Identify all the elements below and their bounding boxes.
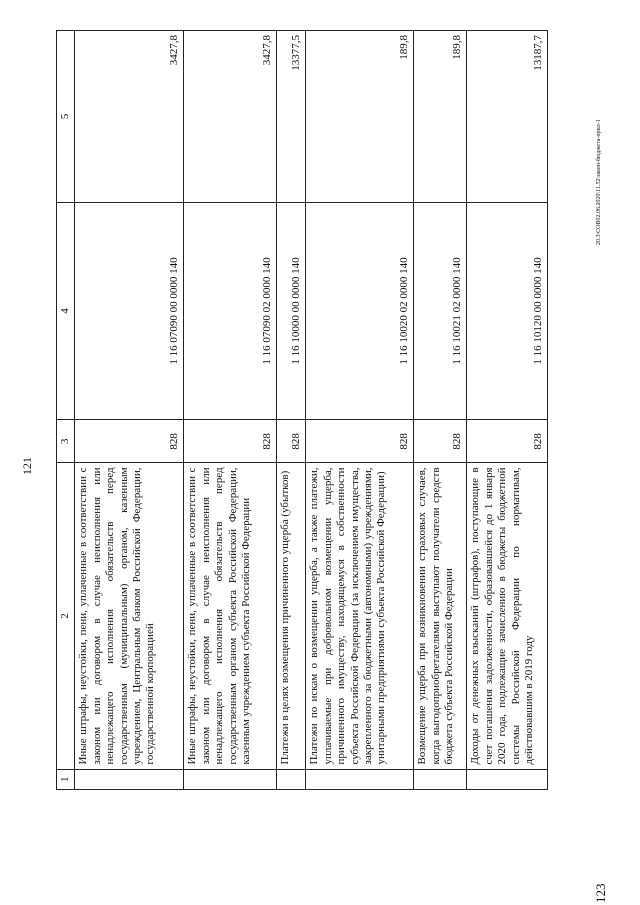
row-classification-code: 1 16 10120 00 0000 140 — [467, 202, 548, 419]
page-number-margin: 123 — [593, 883, 608, 903]
table-row — [184, 31, 277, 790]
table-row — [277, 31, 306, 790]
row-description: Иные штрафы, неустойки, пени, уплаченные в соответствии с законом или договором в случае неисполнения или ненадлежащего исполнения обязательств перед государственным (муниципальным) органом, казенным учреждением, Центральным банком Российской Федерации, государственной корпорацией — [75, 463, 184, 769]
row-classification-code: 1 16 10020 02 0000 140 — [306, 202, 414, 419]
row-index — [414, 769, 467, 789]
row-index — [184, 769, 277, 789]
row-description: Доходы от денежных взысканий (штрафов), поступающие в счет погашения задолженности, образовавшейся до 1 января 2020 года, подлежащие зачислению в бюджеты бюджетной системы Российской Федерации по нормативам, действовавшим в 2019 году — [467, 463, 548, 769]
row-admin-code: 828 — [467, 420, 548, 463]
row-index — [306, 769, 414, 789]
row-description: Платежи в целях возмещения причиненного ущерба (убытков) — [277, 463, 306, 769]
row-amount: 13187,7 — [467, 31, 548, 203]
page-number-top: 121 — [20, 457, 34, 475]
row-amount: 189,8 — [306, 31, 414, 203]
revenue-table — [56, 30, 548, 790]
row-amount: 13377,5 — [277, 31, 306, 203]
row-admin-code: 828 — [306, 420, 414, 463]
table-row — [306, 31, 414, 790]
row-admin-code: 828 — [414, 420, 467, 463]
table-header-row — [57, 31, 75, 790]
row-classification-code: 1 16 07090 00 0000 140 — [75, 202, 184, 419]
row-admin-code: 828 — [184, 420, 277, 463]
table-row — [75, 31, 184, 790]
row-index — [75, 769, 184, 789]
header-col-4: 4 — [57, 202, 75, 419]
row-description: Возмещение ущерба при возникновении страховых случаев, когда выгодоприобретателями выступают получатели средств бюджета субъекта Российской Федерации — [414, 463, 467, 769]
header-col-1: 1 — [57, 769, 75, 789]
row-amount: 3427,8 — [184, 31, 277, 203]
row-amount: 189,8 — [414, 31, 467, 203]
header-col-2: 2 — [57, 463, 75, 769]
row-admin-code: 828 — [277, 420, 306, 463]
row-classification-code: 1 16 07090 02 0000 140 — [184, 202, 277, 419]
row-description: Иные штрафы, неустойки, пени, уплаченные в соответствии с законом или договором в случае неисполнения или ненадлежащего исполнения обязательств перед государственным органом субъекта Российской Федерации, казенным учреждением субъекта Российской Федерации — [184, 463, 277, 769]
table-row — [414, 31, 467, 790]
row-amount: 3427,8 — [75, 31, 184, 203]
row-index — [277, 769, 306, 789]
footer-stamp: 20.3\СОВ02.06.2020\11.52\закон-бюджета-прил-1 — [596, 119, 602, 245]
header-col-3: 3 — [57, 420, 75, 463]
row-description: Платежи по искам о возмещении ущерба, а также платежи, уплачиваемые при добровольном возмещении ущерба, причиненного имуществу, находящемуся в собственности субъекта Российской Федерации (за исключением имущества, закрепленного за бюджетными (автономными) учреждениями, унитарными предприятиями субъекта Российской Федерации) — [306, 463, 414, 769]
row-classification-code: 1 16 10000 00 0000 140 — [277, 202, 306, 419]
row-admin-code: 828 — [75, 420, 184, 463]
header-col-5: 5 — [57, 31, 75, 203]
row-classification-code: 1 16 10021 02 0000 140 — [414, 202, 467, 419]
row-index — [467, 769, 548, 789]
table-row — [467, 31, 548, 790]
